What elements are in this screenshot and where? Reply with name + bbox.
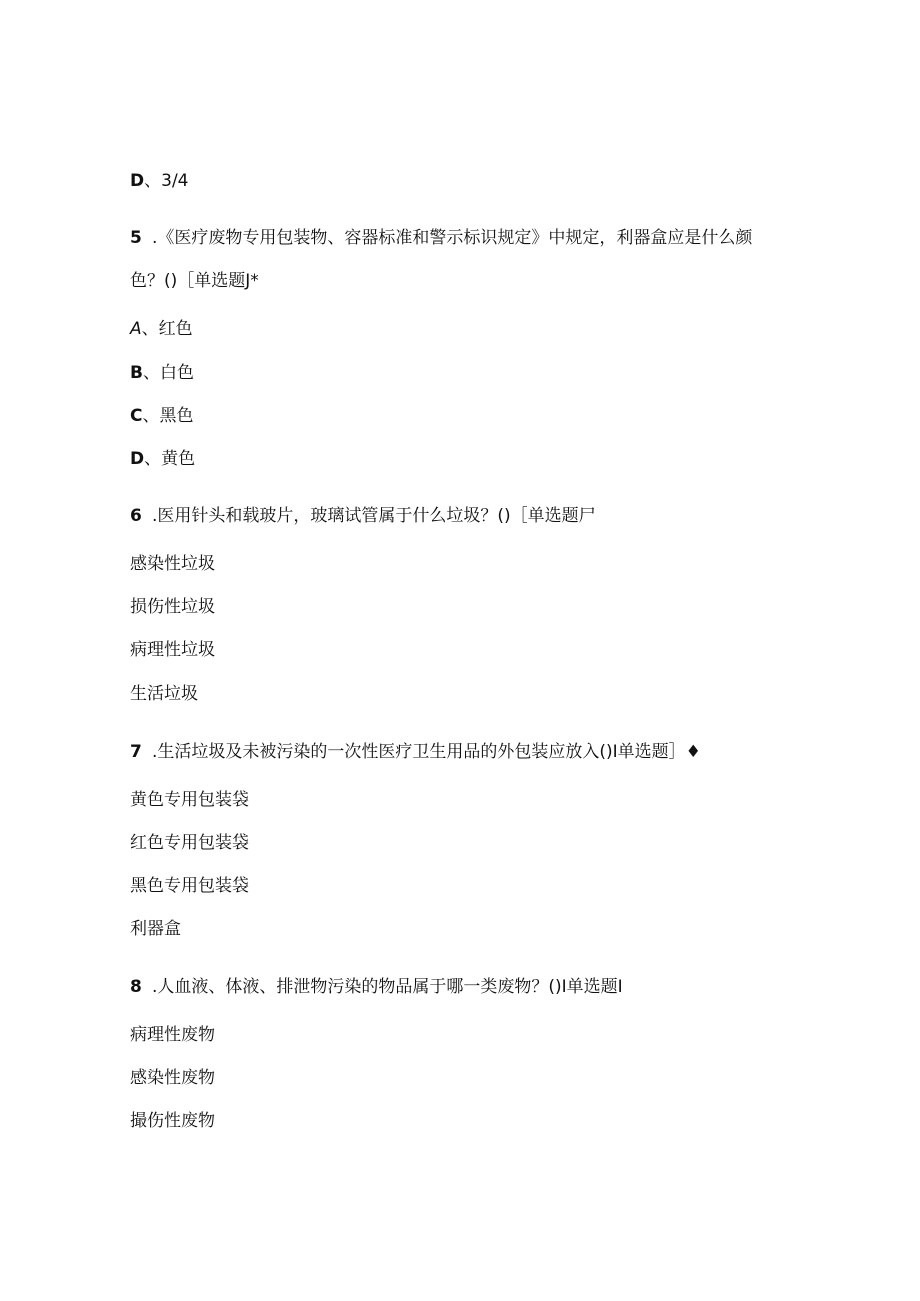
- option-text: 生活垃圾: [130, 684, 198, 704]
- option-text: 红色专用包装袋: [130, 833, 249, 853]
- option-text: 利器盒: [130, 919, 181, 939]
- q5-option-c: [130, 405, 193, 427]
- option-letter: D: [130, 171, 145, 191]
- question-text: .医用针头和载玻片，玻璃试管属于什么垃圾？()［单选题尸: [152, 506, 596, 526]
- q6-option-3: [130, 639, 215, 661]
- question-text: 色？()［单选题J*: [130, 271, 259, 291]
- option-text: 黄色专用包装袋: [130, 790, 249, 810]
- option-text: 、红色: [141, 319, 193, 339]
- option-text: 感染性废物: [130, 1068, 215, 1088]
- q5-stem-line2: [130, 270, 259, 292]
- question-number: 7: [130, 742, 142, 762]
- option-letter: B: [130, 363, 143, 383]
- question-text: .生活垃圾及未被污染的一次性医疗卫生用品的外包装应放入()I单选题］♦: [152, 742, 701, 762]
- option-text: 黑色专用包装袋: [130, 876, 249, 896]
- q8-stem: [130, 976, 623, 998]
- q4-option-d: [130, 170, 188, 192]
- question-number: 5: [130, 228, 142, 248]
- q7-option-1: [130, 789, 249, 811]
- option-letter: D: [130, 449, 145, 469]
- q7-option-4: [130, 918, 181, 940]
- option-text: 感染性垃圾: [130, 554, 215, 574]
- option-text: 病理性废物: [130, 1025, 215, 1045]
- q5-option-a: [130, 318, 193, 340]
- q5-option-d: [130, 448, 195, 470]
- q6-option-4: [130, 683, 198, 705]
- option-text: 、黑色: [142, 406, 194, 426]
- q6-option-1: [130, 553, 215, 575]
- question-text: .人血液、体液、排泄物污染的物品属于哪一类废物？()I单选题I: [152, 977, 623, 997]
- q8-option-2: [130, 1067, 215, 1089]
- option-text: 损伤性垃圾: [130, 597, 215, 617]
- option-text: 、黄色: [144, 449, 196, 469]
- question-number: 8: [130, 977, 142, 997]
- option-letter: C: [130, 406, 143, 426]
- q7-stem: [130, 741, 701, 763]
- question-text: .《医疗废物专用包装物、容器标准和警示标识规定》中规定，利器盒应是什么颜: [152, 228, 753, 248]
- option-letter: A: [130, 319, 142, 339]
- option-text: 撮伤性废物: [130, 1111, 215, 1131]
- option-text: 、3/4: [144, 171, 189, 191]
- q5-stem-line1: [130, 227, 752, 249]
- q7-option-3: [130, 875, 249, 897]
- q8-option-1: [130, 1024, 215, 1046]
- q6-option-2: [130, 596, 215, 618]
- option-text: 、白色: [142, 363, 194, 383]
- q7-option-2: [130, 832, 249, 854]
- q8-option-3: [130, 1110, 215, 1132]
- option-text: 病理性垃圾: [130, 640, 215, 660]
- q6-stem: [130, 505, 596, 527]
- q5-option-b: [130, 362, 194, 384]
- question-number: 6: [130, 506, 142, 526]
